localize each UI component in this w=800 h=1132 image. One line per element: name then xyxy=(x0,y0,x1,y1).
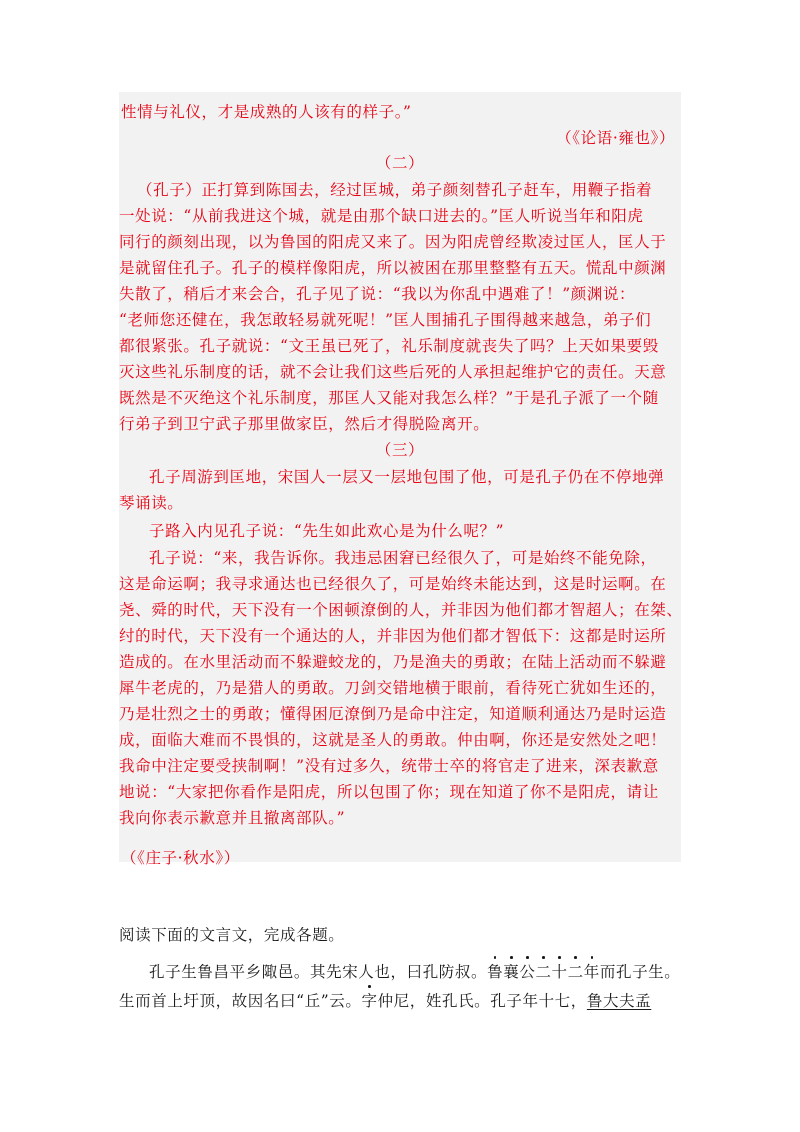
passage-line: 我向你表示歉意并且撤离部队。” xyxy=(119,809,346,827)
dotted-emphasis-text xyxy=(487,963,600,981)
passage-line: （孔子）正打算到陈国去，经过匡城，弟子颜刻替孔子赶车，用鞭子指着 xyxy=(137,181,653,199)
passage-line: “老师您还健在，我怎敢轻易就死呢！”匡人围捕孔子围得越来越急，弟子们 xyxy=(119,311,652,329)
question-text-segment: 仲尼，姓孔氏。孔子年十七， xyxy=(377,992,587,1010)
emphasis-dot-char: 二 xyxy=(535,963,552,981)
question-text-segment: 而孔子生。 xyxy=(599,963,681,981)
emphasis-dot-char: 十 xyxy=(551,963,568,981)
passage-line: 同行的颜刻出现，以为鲁国的阳虎又来了。因为阳虎曾经欺凌过匡人，匡人于 xyxy=(119,233,667,251)
passage-line: 孔子说：“来，我告诉你。我违忌困窘已经很久了，可是始终不能免除， xyxy=(149,549,657,567)
passage-line: 都很紧张。孔子就说：“文王虽已死了，礼乐制度就丧失了吗？上天如果要毁 xyxy=(119,337,659,355)
passage-line: 失散了，稍后才来会合，孔子见了说：“我以为你乱中遇难了！”颜渊说： xyxy=(119,285,636,303)
passage-line: 行弟子到卫宁武子那里做家臣，然后才得脱险离开。 xyxy=(119,415,490,433)
source-citation-lunyu: （《论语·雍也》） xyxy=(556,129,675,147)
emphasis-dot-char: 公 xyxy=(519,963,536,981)
passage-line: 这是命运啊；我寻求通达也已经很久了，可是始终未能达到，这是时运啊。在 xyxy=(119,575,667,593)
passage-line: 性情与礼仪，才是成熟的人该有的样子。” xyxy=(121,103,412,121)
emphasis-dot-char: 襄 xyxy=(503,963,520,981)
source-citation-zhuangzi: （《庄子·秋水》） xyxy=(121,849,240,867)
passage-line: 是就留住孔子。孔子的模样像阳虎，所以被困在那里整整有五天。慌乱中颜渊 xyxy=(119,259,667,277)
passage-line: 犀牛老虎的，乃是猎人的勇敢。刀剑交错地横于眼前，看待死亡犹如生还的， xyxy=(119,679,667,697)
passage-line: 孔子周游到匡地，宋国人一层又一层地包围了他，可是孔子仍在不停地弹 xyxy=(149,468,665,486)
emphasis-dot-char: 鲁 xyxy=(487,963,504,981)
passage-line: 我命中注定要受挟制啊！”没有过多久，统带士卒的将官走了进来，深表歉意 xyxy=(119,757,659,775)
question-text-line xyxy=(119,991,651,1011)
section-heading-2: （二） xyxy=(375,154,425,172)
passage-line: 琴诵读。 xyxy=(119,494,184,512)
question-text-segment: 生而首上圩顶，故因名曰“丘”云。 xyxy=(119,992,362,1010)
passage-line: 灭这些礼乐制度的话，就不会让我们这些后死的人承担起维护它的责任。天意 xyxy=(119,363,667,381)
passage-line: 一处说：“从前我进这个城，就是由那个缺口进去的。”匡人听说当年和阳虎 xyxy=(119,207,644,225)
passage-line: 乃是壮烈之士的勇敢；懂得困厄潦倒乃是命中注定，知道顺利通达乃是时运造 xyxy=(119,705,667,723)
emphasis-dot-char: 年 xyxy=(583,963,600,981)
passage-line: 纣的时代，天下没有一个通达的人，并非因为他们都才智低下：这都是时运所 xyxy=(119,627,667,645)
emphasis-dot-char: 字 xyxy=(361,992,378,1010)
passage-line: 成，面临大难而不畏惧的，这就是圣人的勇敢。仲由啊，你还是安然处之吧！ xyxy=(119,731,667,749)
underlined-text: 鲁大夫孟 xyxy=(586,992,652,1010)
passage-line: 尧、舜的时代，天下没有一个困顿潦倒的人，并非因为他们都才智超人；在桀、 xyxy=(119,601,683,619)
question-text-segment: 孔子生鲁昌平乡陬邑。其先宋人也，曰孔防叔。 xyxy=(149,963,488,981)
question-instruction: 阅读下面的文言文，完成各题。 xyxy=(119,926,345,944)
section-heading-3: （三） xyxy=(375,441,425,459)
dotted-emphasis-text xyxy=(361,992,377,1010)
passage-line: 子路入内见孔子说：“先生如此欢心是为什么呢？” xyxy=(149,522,505,540)
passage-line: 既然是不灭绝这个礼乐制度，那匡人又能对我怎么样？”于是孔子派了一个随 xyxy=(119,389,659,407)
question-text-line xyxy=(149,962,680,982)
passage-line: 地说：“大家把你看作是阳虎，所以包围了你；现在知道了你不是阳虎，请让 xyxy=(119,783,659,801)
emphasis-dot-char: 二 xyxy=(567,963,584,981)
passage-line: 造成的。在水里活动而不躲避蛟龙的，乃是渔夫的勇敢；在陆上活动而不躲避 xyxy=(119,653,667,671)
